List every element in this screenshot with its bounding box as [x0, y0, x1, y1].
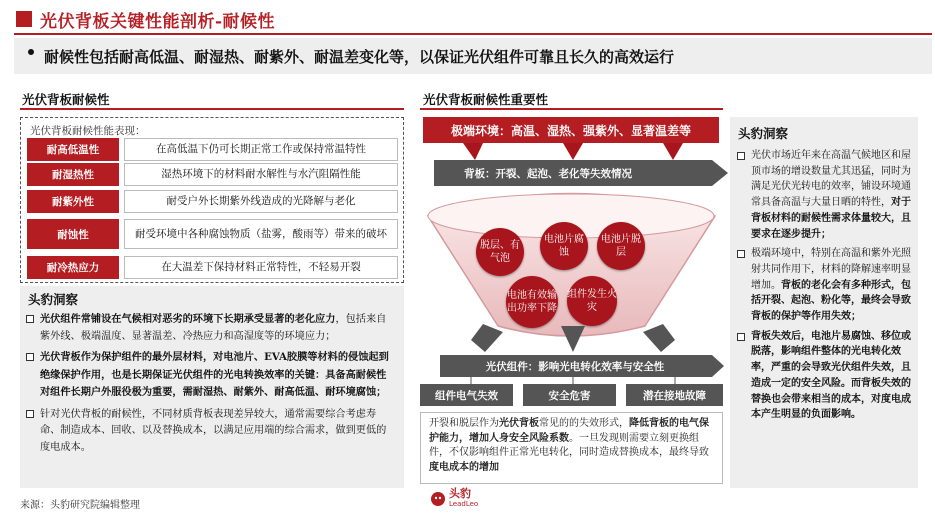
circle-fire: 组件发生火灾: [567, 276, 617, 326]
perf-desc-thermal-stress: 在大温差下保持材料正常特性，不轻易开裂: [124, 256, 398, 279]
flow-arrows-mid: [423, 322, 723, 354]
result-electrical-failure: 组件电气失效: [420, 384, 513, 406]
right-insight-list: [737, 148, 913, 427]
arrow-down-icon: [663, 143, 683, 160]
title-divider: [14, 33, 932, 35]
middle-summary: 开裂和脱层作为光伏背板常见的的失效形式，降低背板的电气保护能力，增加人身安全风险系数。一旦发现则需要立刻更换组件，不仅影响组件正常光电转化，同时造成替换成本，最终导致度电成本的增加: [420, 412, 723, 484]
failure-banner: 背板：开裂、起泡、老化等失效情况: [434, 160, 708, 186]
impact-arrow-icon: [700, 355, 726, 377]
circle-power-drop: 电池有效输出功率下降: [506, 276, 558, 328]
right-insight-item: 光伏市场近年来在高温气候地区和屋顶市场的增设数量尤其迅猛，同时为满足光伏光转电的效率，铺设环境通常具备高温与大量日晒的特性，对于背板材料的耐候性需求体量较大，且要求在逐步提升；: [737, 148, 913, 242]
result-safety-hazard: 安全危害: [523, 384, 616, 406]
circle-cell-corrosion: 电池片腐蚀: [540, 222, 588, 270]
perf-label-corrosion: 耐蚀性: [27, 219, 119, 249]
summary-text: 耐候性包括耐高低温、耐湿热、耐紫外、耐温差变化等，以保证光伏组件可靠且长久的高效运行: [44, 48, 675, 66]
left-insight-item: 光伏组件常铺设在气候相对恶劣的环境下长期承受显著的老化应力，包括来自紫外线、极端温度、显著温差、冷热应力和高湿度等的环境应力；: [26, 311, 396, 345]
impact-banner: 光伏组件：影响光电转化效率与安全性: [440, 355, 710, 377]
left-insight-item: 针对光伏背板的耐候性，不同材质背板表现差异较大，通常需要综合考虑寿命、制造成本、回收、以及替换成本，以满足应用端的综合需求，做到更低的度电成本。: [26, 406, 396, 457]
perf-desc-high-low-temp: 在高低温下仍可长期正常工作或保持常温特性: [124, 138, 398, 161]
perf-label-high-low-temp: 耐高低温性: [27, 138, 119, 161]
failure-arrow-icon: [690, 160, 730, 186]
perf-label-uv: 耐紫外性: [27, 190, 119, 213]
logo-cn: 头豹: [449, 487, 471, 500]
left-insight-list: [26, 311, 396, 460]
left-insight-title: 头豹洞察: [28, 292, 79, 307]
page-title: 光伏背板关键性能剖析-耐候性: [40, 12, 276, 32]
circle-cell-delamination: 电池片脱层: [597, 222, 645, 270]
arrow-down-icon: [463, 143, 483, 160]
perf-desc-corrosion: 耐受环境中各种腐蚀物质（盐雾，酸雨等）带来的破坏: [124, 219, 398, 249]
right-insight-item: 极端环境中，特别在高温和紫外光照射共同作用下，材料的降解速率明显增加。背板的老化会有多种形式，包括开裂、起泡、粉化等，最终会导致背板的保护等作用失效；: [737, 246, 913, 325]
bullet-dot: [28, 49, 34, 55]
arrow-down-right-icon: [643, 324, 675, 352]
left-insight-item: 光伏背板作为保护组件的最外层材料，对电池片、EVA胶膜等材料的侵蚀起到绝缘保护作用，也是长期保证光伏组件的光电转换效率的关键：具备高耐候性对组件长期户外服役极为重要，需耐湿热、耐紫外、耐高低温、耐环境腐蚀；: [26, 349, 396, 402]
leadleo-logo: [430, 488, 478, 510]
middle-section-rule: [420, 108, 723, 110]
logo-en: LeadLeo: [449, 500, 479, 508]
middle-section-title: 光伏背板耐候性重要性: [423, 92, 549, 107]
left-section-title: 光伏背板耐候性: [22, 92, 110, 107]
perf-label-damp-heat: 耐湿热性: [27, 163, 119, 186]
perf-label-thermal-stress: 耐冷热应力: [27, 256, 119, 279]
right-insight-title: 头豹洞察: [738, 126, 789, 141]
arrow-down-icon: [561, 326, 585, 352]
source-note: 来源：头豹研究院编辑整理: [20, 500, 140, 511]
perf-desc-uv: 耐受户外长期紫外线造成的光降解与老化: [124, 190, 398, 213]
arrow-down-icon: [563, 143, 583, 160]
right-insight-item: 背板失效后，电池片易腐蚀、移位或脱落，影响组件整体的光电转化效率，严重的会导致光伏组件失效，且造成一定的安全风险。而背板失效的替换也会带来相当的成本，对度电成本产生明显的负面影响。: [737, 329, 913, 423]
environment-banner: 极端环境：高温、湿热、强紫外、显著温差等: [423, 117, 719, 143]
leopard-icon: [430, 491, 446, 507]
title-marker: [16, 11, 32, 27]
perf-desc-damp-heat: 湿热环境下的材料耐水解性与水汽阻隔性能: [124, 163, 398, 186]
circle-delamination: 脱层、有气泡: [476, 228, 524, 276]
left-section-rule: [20, 108, 404, 110]
arrow-down-left-icon: [471, 324, 503, 352]
performance-table-heading: 光伏背板耐候性能表现：: [30, 125, 146, 137]
result-ground-fault: 潜在接地故障: [626, 384, 723, 406]
